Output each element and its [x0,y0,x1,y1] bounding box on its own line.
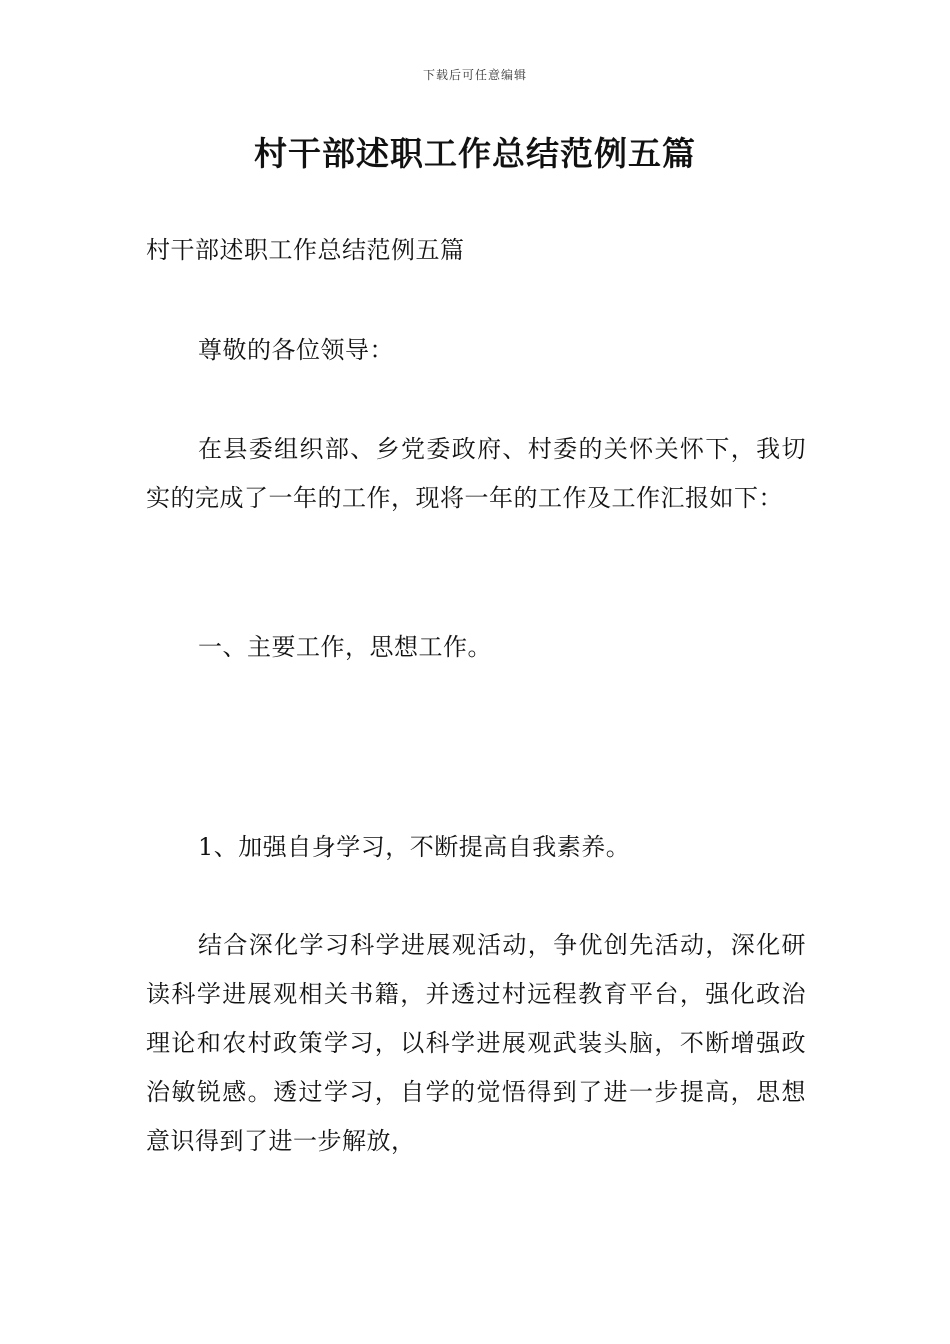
item-heading: 1、加强自身学习，不断提高自我素养。 [198,833,631,861]
greeting-paragraph: 尊敬的各位领导： [198,336,394,364]
section-heading: 一、主要工作，思想工作。 [198,633,492,661]
intro-paragraph: 在县委组织部、乡党委政府、村委的关怀关怀下，我切实的完成了一年的工作，现将一年的工作及工作汇报如下： [146,435,806,512]
document-title: 村干部述职工作总结范例五篇 [254,134,696,173]
header-note: 下载后可任意编辑 [422,68,527,82]
subtitle-paragraph: 村干部述职工作总结范例五篇 [146,236,465,264]
body-paragraph: 结合深化学习科学进展观活动，争优创先活动，深化研读科学进展观相关书籍，并透过村远程教育平台，强化政治理论和农村政策学习，以科学进展观武装头脑，不断增强政治敏锐感。透过学习，自学的觉悟得到了进一步提高，思想意识得到了进一步解放， [146,931,806,1155]
